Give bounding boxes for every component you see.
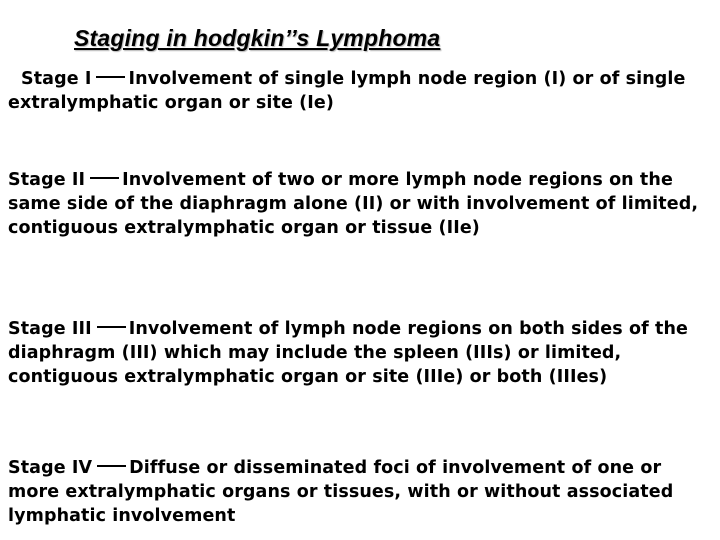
stage-3-label: Stage III <box>8 319 92 339</box>
slide-title: Staging in hodgkin’’s Lymphoma <box>74 25 441 51</box>
dash-divider <box>97 465 126 467</box>
stage-1-label: Stage I <box>21 69 92 89</box>
stage-3-description: Involvement of lymph node regions on both sides of the diaphragm (III) which may include the spleen (IIIs) or limited, contiguous extralymphatic organ or site (IIIe) or both (IIIes) <box>8 319 689 387</box>
stage-2-paragraph <box>8 168 716 240</box>
stage-3-paragraph <box>8 317 716 389</box>
stage-1-description: Involvement of single lymph node region (I) or of single extralymphatic organ or site (Ie) <box>8 69 686 113</box>
stage-4-paragraph <box>8 456 716 528</box>
dash-divider <box>90 177 119 179</box>
dash-divider <box>96 76 125 78</box>
stage-1-paragraph <box>8 67 716 115</box>
stage-2-description: Involvement of two or more lymph node regions on the same side of the diaphragm alone (II) or with involvement of limited, contiguous extralymphatic organ or tissue (IIe) <box>8 170 699 238</box>
dash-divider <box>97 326 126 328</box>
stage-2-label: Stage II <box>8 170 86 190</box>
stage-4-label: Stage IV <box>8 458 93 478</box>
stage-4-description: Diffuse or disseminated foci of involvement of one or more extralymphatic organs or tissues, with or without associated lymphatic involvement <box>8 458 674 526</box>
